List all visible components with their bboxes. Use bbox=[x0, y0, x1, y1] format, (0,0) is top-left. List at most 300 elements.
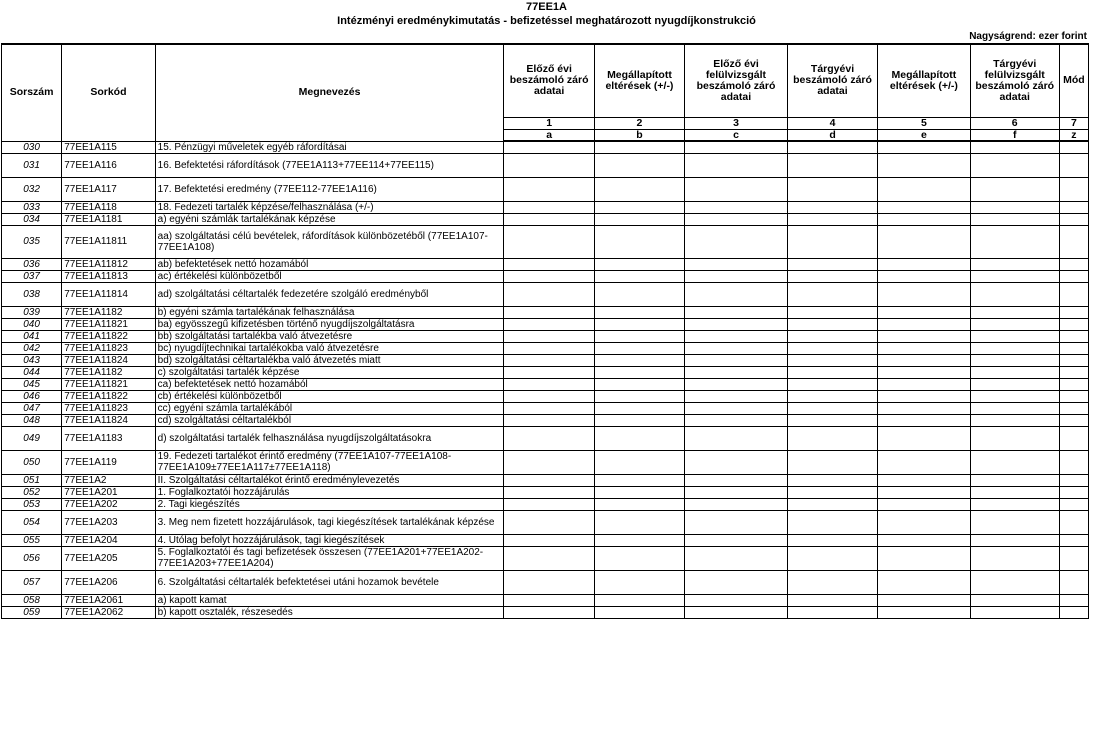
value-cell-col1[interactable] bbox=[504, 342, 594, 354]
value-cell-col1[interactable] bbox=[504, 378, 594, 390]
value-cell-col3[interactable] bbox=[685, 366, 788, 378]
value-cell-col7[interactable] bbox=[1059, 141, 1088, 153]
value-cell-col5[interactable] bbox=[878, 318, 970, 330]
value-cell-col4[interactable] bbox=[787, 354, 877, 366]
value-cell-col4[interactable] bbox=[787, 177, 877, 201]
value-cell-col3[interactable] bbox=[685, 213, 788, 225]
value-cell-col1[interactable] bbox=[504, 414, 594, 426]
value-cell-col1[interactable] bbox=[504, 606, 594, 618]
row-code: 77EE1A117 bbox=[62, 177, 155, 201]
value-cell-col1[interactable] bbox=[504, 366, 594, 378]
value-cell-col5[interactable] bbox=[878, 330, 970, 342]
value-cell-col3[interactable] bbox=[685, 342, 788, 354]
value-cell-col1[interactable] bbox=[504, 426, 594, 450]
value-cell-col5[interactable] bbox=[878, 450, 970, 474]
value-cell-col4[interactable] bbox=[787, 450, 877, 474]
value-cell-col4[interactable] bbox=[787, 153, 877, 177]
value-cell-col1[interactable] bbox=[504, 546, 594, 570]
row-code: 77EE1A11823 bbox=[62, 342, 155, 354]
value-cell-col4[interactable] bbox=[787, 366, 877, 378]
value-cell-col5[interactable] bbox=[878, 498, 970, 510]
value-cell-col1[interactable] bbox=[504, 450, 594, 474]
row-serial: 031 bbox=[2, 153, 62, 177]
value-cell-col2[interactable] bbox=[594, 606, 684, 618]
value-cell-col6[interactable] bbox=[970, 414, 1059, 426]
row-code: 77EE1A11814 bbox=[62, 282, 155, 306]
value-cell-col2[interactable] bbox=[594, 282, 684, 306]
value-cell-col7[interactable] bbox=[1059, 366, 1088, 378]
value-cell-col1[interactable] bbox=[504, 213, 594, 225]
value-cell-col2[interactable] bbox=[594, 258, 684, 270]
table-row bbox=[2, 330, 1089, 342]
value-cell-col5[interactable] bbox=[878, 354, 970, 366]
row-name: ad) szolgáltatási céltartalék fedezetére szolgáló eredményből bbox=[155, 282, 504, 306]
value-cell-col1[interactable] bbox=[504, 258, 594, 270]
value-cell-col3[interactable] bbox=[685, 474, 788, 486]
value-cell-col7[interactable] bbox=[1059, 201, 1088, 213]
value-cell-col5[interactable] bbox=[878, 594, 970, 606]
value-cell-col2[interactable] bbox=[594, 546, 684, 570]
value-cell-col4[interactable] bbox=[787, 258, 877, 270]
value-cell-col7[interactable] bbox=[1059, 606, 1088, 618]
row-name: b) egyéni számla tartalékának felhasználása bbox=[155, 306, 504, 318]
row-serial: 030 bbox=[2, 141, 62, 153]
value-cell-col7[interactable] bbox=[1059, 474, 1088, 486]
value-cell-col1[interactable] bbox=[504, 354, 594, 366]
row-code: 77EE1A203 bbox=[62, 510, 155, 534]
value-cell-col4[interactable] bbox=[787, 390, 877, 402]
value-cell-col2[interactable] bbox=[594, 402, 684, 414]
row-name: 18. Fedezeti tartalék képzése/felhasználása (+/-) bbox=[155, 201, 504, 213]
column-number: 2 bbox=[594, 117, 684, 129]
value-cell-col2[interactable] bbox=[594, 201, 684, 213]
row-serial: 057 bbox=[2, 570, 62, 594]
row-serial: 048 bbox=[2, 414, 62, 426]
value-cell-col2[interactable] bbox=[594, 534, 684, 546]
value-cell-col7[interactable] bbox=[1059, 570, 1088, 594]
value-cell-col6[interactable] bbox=[970, 546, 1059, 570]
row-name: b) kapott osztalék, részesedés bbox=[155, 606, 504, 618]
value-cell-col4[interactable] bbox=[787, 201, 877, 213]
value-cell-col1[interactable] bbox=[504, 570, 594, 594]
row-name: d) szolgáltatási tartalék felhasználása nyugdíjszolgáltatásokra bbox=[155, 426, 504, 450]
column-number: 6 bbox=[970, 117, 1059, 129]
row-serial: 043 bbox=[2, 354, 62, 366]
value-cell-col1[interactable] bbox=[504, 270, 594, 282]
value-cell-col4[interactable] bbox=[787, 498, 877, 510]
value-cell-col5[interactable] bbox=[878, 177, 970, 201]
row-code: 77EE1A11821 bbox=[62, 378, 155, 390]
column-number: 7 bbox=[1059, 117, 1088, 129]
value-cell-col5[interactable] bbox=[878, 141, 970, 153]
value-cell-col2[interactable] bbox=[594, 498, 684, 510]
value-cell-col7[interactable] bbox=[1059, 177, 1088, 201]
row-name: c) szolgáltatási tartalék képzése bbox=[155, 366, 504, 378]
row-serial: 032 bbox=[2, 177, 62, 201]
value-cell-col6[interactable] bbox=[970, 606, 1059, 618]
value-cell-col2[interactable] bbox=[594, 225, 684, 258]
value-cell-col6[interactable] bbox=[970, 510, 1059, 534]
value-cell-col7[interactable] bbox=[1059, 534, 1088, 546]
value-cell-col6[interactable] bbox=[970, 258, 1059, 270]
header-col5: Megállapított eltérések (+/-) bbox=[878, 44, 970, 117]
value-cell-col6[interactable] bbox=[970, 318, 1059, 330]
value-cell-col4[interactable] bbox=[787, 510, 877, 534]
value-cell-col6[interactable] bbox=[970, 201, 1059, 213]
value-cell-col1[interactable] bbox=[504, 390, 594, 402]
value-cell-col2[interactable] bbox=[594, 474, 684, 486]
value-cell-col6[interactable] bbox=[970, 177, 1059, 201]
value-cell-col7[interactable] bbox=[1059, 342, 1088, 354]
row-code: 77EE1A11824 bbox=[62, 354, 155, 366]
value-cell-col4[interactable] bbox=[787, 546, 877, 570]
value-cell-col3[interactable] bbox=[685, 330, 788, 342]
row-serial: 041 bbox=[2, 330, 62, 342]
value-cell-col6[interactable] bbox=[970, 153, 1059, 177]
value-cell-col3[interactable] bbox=[685, 306, 788, 318]
value-cell-col2[interactable] bbox=[594, 342, 684, 354]
value-cell-col5[interactable] bbox=[878, 153, 970, 177]
value-cell-col3[interactable] bbox=[685, 390, 788, 402]
value-cell-col5[interactable] bbox=[878, 306, 970, 318]
value-cell-col7[interactable] bbox=[1059, 318, 1088, 330]
value-cell-col4[interactable] bbox=[787, 534, 877, 546]
value-cell-col7[interactable] bbox=[1059, 486, 1088, 498]
value-cell-col6[interactable] bbox=[970, 594, 1059, 606]
value-cell-col6[interactable] bbox=[970, 402, 1059, 414]
value-cell-col2[interactable] bbox=[594, 378, 684, 390]
value-cell-col3[interactable] bbox=[685, 450, 788, 474]
column-letter: f bbox=[970, 129, 1059, 141]
row-serial: 052 bbox=[2, 486, 62, 498]
value-cell-col1[interactable] bbox=[504, 141, 594, 153]
unit-label: Nagyságrend: ezer forint bbox=[969, 31, 1087, 42]
row-code: 77EE1A201 bbox=[62, 486, 155, 498]
table-row bbox=[2, 390, 1089, 402]
value-cell-col3[interactable] bbox=[685, 201, 788, 213]
header-name: Megnevezés bbox=[155, 44, 504, 141]
value-cell-col2[interactable] bbox=[594, 426, 684, 450]
row-name: 16. Befektetési ráfordítások (77EE1A113+77EE114+77EE115) bbox=[155, 153, 504, 177]
value-cell-col1[interactable] bbox=[504, 177, 594, 201]
table-row bbox=[2, 510, 1089, 534]
table-row bbox=[2, 366, 1089, 378]
value-cell-col7[interactable] bbox=[1059, 153, 1088, 177]
value-cell-col5[interactable] bbox=[878, 378, 970, 390]
table-row bbox=[2, 141, 1089, 153]
row-name: a) kapott kamat bbox=[155, 594, 504, 606]
row-code: 77EE1A118 bbox=[62, 201, 155, 213]
value-cell-col7[interactable] bbox=[1059, 426, 1088, 450]
value-cell-col6[interactable] bbox=[970, 570, 1059, 594]
row-code: 77EE1A2062 bbox=[62, 606, 155, 618]
value-cell-col5[interactable] bbox=[878, 426, 970, 450]
value-cell-col1[interactable] bbox=[504, 510, 594, 534]
table-row bbox=[2, 426, 1089, 450]
table-row bbox=[2, 378, 1089, 390]
value-cell-col3[interactable] bbox=[685, 510, 788, 534]
value-cell-col6[interactable] bbox=[970, 378, 1059, 390]
value-cell-col2[interactable] bbox=[594, 510, 684, 534]
value-cell-col5[interactable] bbox=[878, 570, 970, 594]
row-serial: 033 bbox=[2, 201, 62, 213]
value-cell-col2[interactable] bbox=[594, 270, 684, 282]
table-row bbox=[2, 402, 1089, 414]
value-cell-col3[interactable] bbox=[685, 402, 788, 414]
value-cell-col2[interactable] bbox=[594, 486, 684, 498]
value-cell-col5[interactable] bbox=[878, 606, 970, 618]
row-code: 77EE1A202 bbox=[62, 498, 155, 510]
value-cell-col4[interactable] bbox=[787, 225, 877, 258]
value-cell-col7[interactable] bbox=[1059, 594, 1088, 606]
value-cell-col1[interactable] bbox=[504, 402, 594, 414]
value-cell-col4[interactable] bbox=[787, 318, 877, 330]
value-cell-col1[interactable] bbox=[504, 282, 594, 306]
value-cell-col5[interactable] bbox=[878, 213, 970, 225]
value-cell-col7[interactable] bbox=[1059, 306, 1088, 318]
row-serial: 051 bbox=[2, 474, 62, 486]
value-cell-col2[interactable] bbox=[594, 594, 684, 606]
value-cell-col5[interactable] bbox=[878, 342, 970, 354]
value-cell-col3[interactable] bbox=[685, 546, 788, 570]
value-cell-col4[interactable] bbox=[787, 606, 877, 618]
row-name: II. Szolgáltatási céltartalékot érintő eredménylevezetés bbox=[155, 474, 504, 486]
row-serial: 045 bbox=[2, 378, 62, 390]
value-cell-col6[interactable] bbox=[970, 213, 1059, 225]
value-cell-col3[interactable] bbox=[685, 594, 788, 606]
value-cell-col7[interactable] bbox=[1059, 354, 1088, 366]
value-cell-col4[interactable] bbox=[787, 330, 877, 342]
value-cell-col3[interactable] bbox=[685, 258, 788, 270]
value-cell-col6[interactable] bbox=[970, 342, 1059, 354]
value-cell-col3[interactable] bbox=[685, 141, 788, 153]
value-cell-col2[interactable] bbox=[594, 366, 684, 378]
value-cell-col1[interactable] bbox=[504, 318, 594, 330]
header-code: Sorkód bbox=[62, 44, 155, 141]
value-cell-col6[interactable] bbox=[970, 426, 1059, 450]
column-letter: b bbox=[594, 129, 684, 141]
value-cell-col3[interactable] bbox=[685, 534, 788, 546]
table-row bbox=[2, 594, 1089, 606]
header-col7: Mód bbox=[1059, 44, 1088, 117]
header-col2: Megállapított eltérések (+/-) bbox=[594, 44, 684, 117]
table-row bbox=[2, 342, 1089, 354]
value-cell-col2[interactable] bbox=[594, 414, 684, 426]
value-cell-col5[interactable] bbox=[878, 510, 970, 534]
value-cell-col7[interactable] bbox=[1059, 498, 1088, 510]
value-cell-col1[interactable] bbox=[504, 225, 594, 258]
row-serial: 049 bbox=[2, 426, 62, 450]
table-row bbox=[2, 201, 1089, 213]
value-cell-col2[interactable] bbox=[594, 330, 684, 342]
row-name: ba) egyösszegű kifizetésben történő nyugdíjszolgáltatásra bbox=[155, 318, 504, 330]
row-name: bc) nyugdíjtechnikai tartalékokba való átvezetésre bbox=[155, 342, 504, 354]
value-cell-col1[interactable] bbox=[504, 534, 594, 546]
value-cell-col3[interactable] bbox=[685, 606, 788, 618]
value-cell-col6[interactable] bbox=[970, 534, 1059, 546]
row-name: 5. Foglalkoztatói és tagi befizetések összesen (77EE1A201+77EE1A202-77EE1A203+77EE1A204) bbox=[155, 546, 504, 570]
value-cell-col7[interactable] bbox=[1059, 282, 1088, 306]
table-row bbox=[2, 450, 1089, 474]
value-cell-col7[interactable] bbox=[1059, 414, 1088, 426]
value-cell-col4[interactable] bbox=[787, 282, 877, 306]
row-code: 77EE1A2 bbox=[62, 474, 155, 486]
value-cell-col6[interactable] bbox=[970, 498, 1059, 510]
value-cell-col1[interactable] bbox=[504, 153, 594, 177]
value-cell-col1[interactable] bbox=[504, 486, 594, 498]
table-row bbox=[2, 258, 1089, 270]
value-cell-col4[interactable] bbox=[787, 414, 877, 426]
value-cell-col2[interactable] bbox=[594, 141, 684, 153]
value-cell-col7[interactable] bbox=[1059, 510, 1088, 534]
value-cell-col3[interactable] bbox=[685, 177, 788, 201]
value-cell-col6[interactable] bbox=[970, 270, 1059, 282]
value-cell-col6[interactable] bbox=[970, 390, 1059, 402]
value-cell-col3[interactable] bbox=[685, 498, 788, 510]
value-cell-col4[interactable] bbox=[787, 570, 877, 594]
column-number: 5 bbox=[878, 117, 970, 129]
value-cell-col2[interactable] bbox=[594, 318, 684, 330]
value-cell-col7[interactable] bbox=[1059, 213, 1088, 225]
row-code: 77EE1A206 bbox=[62, 570, 155, 594]
column-letter: e bbox=[878, 129, 970, 141]
value-cell-col6[interactable] bbox=[970, 474, 1059, 486]
value-cell-col6[interactable] bbox=[970, 141, 1059, 153]
value-cell-col7[interactable] bbox=[1059, 378, 1088, 390]
value-cell-col3[interactable] bbox=[685, 570, 788, 594]
row-name: 17. Befektetési eredmény (77EE112-77EE1A116) bbox=[155, 177, 504, 201]
value-cell-col4[interactable] bbox=[787, 378, 877, 390]
value-cell-col6[interactable] bbox=[970, 450, 1059, 474]
value-cell-col5[interactable] bbox=[878, 546, 970, 570]
value-cell-col5[interactable] bbox=[878, 402, 970, 414]
column-letter: c bbox=[685, 129, 788, 141]
value-cell-col6[interactable] bbox=[970, 330, 1059, 342]
value-cell-col5[interactable] bbox=[878, 270, 970, 282]
value-cell-col5[interactable] bbox=[878, 534, 970, 546]
value-cell-col3[interactable] bbox=[685, 153, 788, 177]
value-cell-col7[interactable] bbox=[1059, 390, 1088, 402]
row-code: 77EE1A1181 bbox=[62, 213, 155, 225]
row-serial: 055 bbox=[2, 534, 62, 546]
value-cell-col7[interactable] bbox=[1059, 546, 1088, 570]
row-serial: 042 bbox=[2, 342, 62, 354]
value-cell-col6[interactable] bbox=[970, 306, 1059, 318]
value-cell-col4[interactable] bbox=[787, 402, 877, 414]
value-cell-col3[interactable] bbox=[685, 225, 788, 258]
value-cell-col3[interactable] bbox=[685, 378, 788, 390]
value-cell-col7[interactable] bbox=[1059, 258, 1088, 270]
table-row bbox=[2, 318, 1089, 330]
table-row bbox=[2, 414, 1089, 426]
value-cell-col4[interactable] bbox=[787, 486, 877, 498]
value-cell-col1[interactable] bbox=[504, 201, 594, 213]
value-cell-col2[interactable] bbox=[594, 177, 684, 201]
value-cell-col2[interactable] bbox=[594, 390, 684, 402]
value-cell-col4[interactable] bbox=[787, 213, 877, 225]
value-cell-col1[interactable] bbox=[504, 498, 594, 510]
value-cell-col3[interactable] bbox=[685, 354, 788, 366]
value-cell-col2[interactable] bbox=[594, 354, 684, 366]
value-cell-col7[interactable] bbox=[1059, 270, 1088, 282]
value-cell-col3[interactable] bbox=[685, 270, 788, 282]
value-cell-col5[interactable] bbox=[878, 486, 970, 498]
value-cell-col5[interactable] bbox=[878, 282, 970, 306]
value-cell-col7[interactable] bbox=[1059, 402, 1088, 414]
value-cell-col2[interactable] bbox=[594, 450, 684, 474]
row-code: 77EE1A205 bbox=[62, 546, 155, 570]
row-name: ca) befektetések nettó hozamából bbox=[155, 378, 504, 390]
value-cell-col4[interactable] bbox=[787, 594, 877, 606]
table-row bbox=[2, 153, 1089, 177]
value-cell-col5[interactable] bbox=[878, 474, 970, 486]
value-cell-col2[interactable] bbox=[594, 306, 684, 318]
value-cell-col2[interactable] bbox=[594, 570, 684, 594]
value-cell-col4[interactable] bbox=[787, 474, 877, 486]
row-serial: 039 bbox=[2, 306, 62, 318]
value-cell-col3[interactable] bbox=[685, 414, 788, 426]
row-name: 3. Meg nem fizetett hozzájárulások, tagi kiegészítések tartalékának képzése bbox=[155, 510, 504, 534]
value-cell-col2[interactable] bbox=[594, 213, 684, 225]
row-name: bd) szolgáltatási céltartalékba való átvezetés miatt bbox=[155, 354, 504, 366]
table-row bbox=[2, 498, 1089, 510]
value-cell-col3[interactable] bbox=[685, 426, 788, 450]
value-cell-col7[interactable] bbox=[1059, 225, 1088, 258]
row-serial: 038 bbox=[2, 282, 62, 306]
header-col3: Előző évi felülvizsgált beszámoló záró adatai bbox=[685, 44, 788, 117]
row-name: ab) befektetések nettó hozamából bbox=[155, 258, 504, 270]
value-cell-col7[interactable] bbox=[1059, 450, 1088, 474]
value-cell-col6[interactable] bbox=[970, 366, 1059, 378]
row-serial: 053 bbox=[2, 498, 62, 510]
value-cell-col4[interactable] bbox=[787, 306, 877, 318]
value-cell-col5[interactable] bbox=[878, 225, 970, 258]
value-cell-col6[interactable] bbox=[970, 354, 1059, 366]
value-cell-col1[interactable] bbox=[504, 330, 594, 342]
value-cell-col4[interactable] bbox=[787, 270, 877, 282]
value-cell-col4[interactable] bbox=[787, 141, 877, 153]
value-cell-col6[interactable] bbox=[970, 225, 1059, 258]
value-cell-col2[interactable] bbox=[594, 153, 684, 177]
header-col1: Előző évi beszámoló záró adatai bbox=[504, 44, 594, 117]
value-cell-col4[interactable] bbox=[787, 426, 877, 450]
value-cell-col1[interactable] bbox=[504, 306, 594, 318]
value-cell-col6[interactable] bbox=[970, 486, 1059, 498]
column-number: 4 bbox=[787, 117, 877, 129]
value-cell-col1[interactable] bbox=[504, 594, 594, 606]
value-cell-col3[interactable] bbox=[685, 486, 788, 498]
row-serial: 044 bbox=[2, 366, 62, 378]
column-letter: d bbox=[787, 129, 877, 141]
row-name: 6. Szolgáltatási céltartalék befektetései utáni hozamok bevétele bbox=[155, 570, 504, 594]
row-code: 77EE1A2061 bbox=[62, 594, 155, 606]
row-code: 77EE1A11824 bbox=[62, 414, 155, 426]
value-cell-col7[interactable] bbox=[1059, 330, 1088, 342]
value-cell-col6[interactable] bbox=[970, 282, 1059, 306]
value-cell-col4[interactable] bbox=[787, 342, 877, 354]
row-serial: 056 bbox=[2, 546, 62, 570]
value-cell-col5[interactable] bbox=[878, 414, 970, 426]
value-cell-col5[interactable] bbox=[878, 201, 970, 213]
value-cell-col5[interactable] bbox=[878, 390, 970, 402]
value-cell-col3[interactable] bbox=[685, 318, 788, 330]
value-cell-col1[interactable] bbox=[504, 474, 594, 486]
report-table bbox=[1, 43, 1089, 619]
value-cell-col5[interactable] bbox=[878, 366, 970, 378]
value-cell-col3[interactable] bbox=[685, 282, 788, 306]
table-body bbox=[2, 141, 1089, 618]
value-cell-col5[interactable] bbox=[878, 258, 970, 270]
